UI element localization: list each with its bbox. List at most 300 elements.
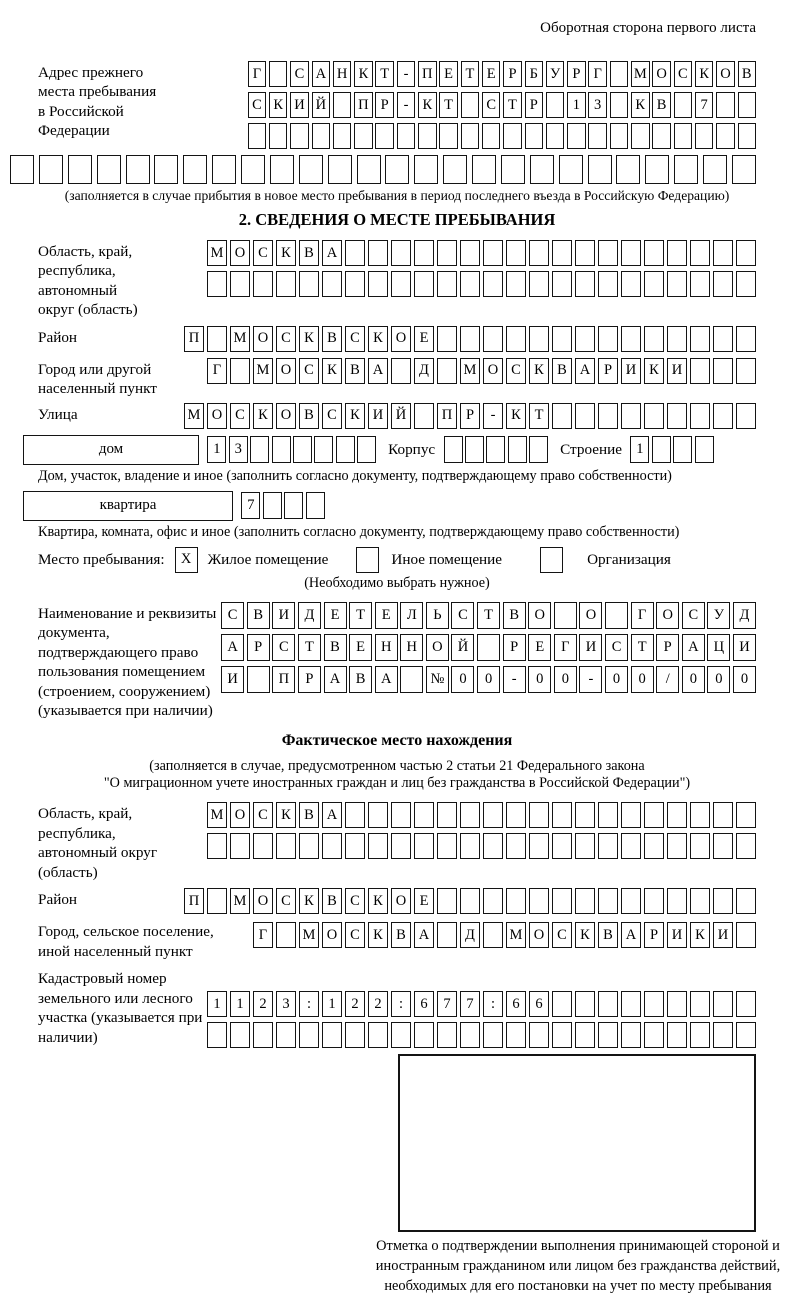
- char-cell[interactable]: М: [184, 403, 204, 429]
- char-cell[interactable]: [713, 403, 733, 429]
- char-cell[interactable]: А: [312, 61, 331, 87]
- char-cell[interactable]: 7: [241, 492, 260, 519]
- char-cell[interactable]: [299, 833, 319, 859]
- char-cell[interactable]: [529, 802, 549, 828]
- char-cell[interactable]: Р: [567, 61, 586, 87]
- char-cell[interactable]: [713, 240, 733, 266]
- char-cell[interactable]: С: [482, 92, 501, 118]
- char-cell[interactable]: А: [414, 922, 434, 948]
- char-cell[interactable]: [357, 155, 381, 184]
- char-cell[interactable]: И: [272, 602, 295, 629]
- char-cell[interactable]: [437, 922, 457, 948]
- char-cell[interactable]: М: [460, 358, 480, 384]
- char-cell[interactable]: И: [667, 922, 687, 948]
- char-cell[interactable]: [575, 888, 595, 914]
- char-cell[interactable]: [567, 123, 586, 149]
- char-cell[interactable]: [644, 802, 664, 828]
- char-cell[interactable]: [397, 123, 416, 149]
- char-cell[interactable]: -: [483, 403, 503, 429]
- char-cell[interactable]: К: [695, 61, 714, 87]
- char-cell[interactable]: [477, 634, 500, 661]
- char-cell[interactable]: Н: [375, 634, 398, 661]
- char-cell[interactable]: [598, 833, 618, 859]
- char-cell[interactable]: -: [503, 666, 526, 693]
- char-cell[interactable]: [598, 1022, 618, 1048]
- char-cell[interactable]: О: [230, 802, 250, 828]
- char-cell[interactable]: И: [290, 92, 309, 118]
- char-cell[interactable]: 3: [276, 991, 296, 1017]
- char-cell[interactable]: [644, 991, 664, 1017]
- checkbox-other-premises[interactable]: [356, 547, 379, 573]
- char-cell[interactable]: П: [184, 888, 204, 914]
- char-cell[interactable]: [333, 123, 352, 149]
- char-cell[interactable]: К: [368, 326, 388, 352]
- char-cell[interactable]: О: [529, 922, 549, 948]
- char-cell[interactable]: Е: [439, 61, 458, 87]
- char-cell[interactable]: :: [391, 991, 411, 1017]
- char-cell[interactable]: [621, 403, 641, 429]
- char-cell[interactable]: Т: [439, 92, 458, 118]
- char-cell[interactable]: Д: [733, 602, 756, 629]
- char-cell[interactable]: [674, 155, 698, 184]
- char-cell[interactable]: Р: [503, 634, 526, 661]
- char-cell[interactable]: [644, 326, 664, 352]
- char-cell[interactable]: [713, 802, 733, 828]
- char-cell[interactable]: 1: [207, 991, 227, 1017]
- char-cell[interactable]: 0: [528, 666, 551, 693]
- char-cell[interactable]: М: [230, 326, 250, 352]
- char-cell[interactable]: К: [368, 922, 388, 948]
- char-cell[interactable]: [248, 123, 267, 149]
- char-cell[interactable]: К: [276, 802, 296, 828]
- char-cell[interactable]: [652, 123, 671, 149]
- char-cell[interactable]: [559, 155, 583, 184]
- char-cell[interactable]: [322, 833, 342, 859]
- char-cell[interactable]: [713, 888, 733, 914]
- char-cell[interactable]: [506, 888, 526, 914]
- char-cell[interactable]: [391, 833, 411, 859]
- char-cell[interactable]: [695, 123, 714, 149]
- char-cell[interactable]: [529, 888, 549, 914]
- char-cell[interactable]: С: [253, 802, 273, 828]
- char-cell[interactable]: Й: [391, 403, 411, 429]
- char-cell[interactable]: -: [397, 61, 416, 87]
- char-cell[interactable]: [713, 358, 733, 384]
- char-cell[interactable]: В: [598, 922, 618, 948]
- char-cell[interactable]: [716, 92, 735, 118]
- char-cell[interactable]: [575, 991, 595, 1017]
- char-cell[interactable]: [385, 155, 409, 184]
- char-cell[interactable]: [354, 123, 373, 149]
- char-cell[interactable]: [621, 1022, 641, 1048]
- char-cell[interactable]: [644, 240, 664, 266]
- char-cell[interactable]: 1: [207, 436, 226, 463]
- char-cell[interactable]: -: [397, 92, 416, 118]
- char-cell[interactable]: [126, 155, 150, 184]
- char-cell[interactable]: Р: [644, 922, 664, 948]
- char-cell[interactable]: [299, 155, 323, 184]
- char-cell[interactable]: П: [418, 61, 437, 87]
- char-cell[interactable]: [690, 271, 710, 297]
- char-cell[interactable]: Т: [375, 61, 394, 87]
- char-cell[interactable]: [414, 1022, 434, 1048]
- char-cell[interactable]: [276, 922, 296, 948]
- char-cell[interactable]: [588, 123, 607, 149]
- char-cell[interactable]: М: [506, 922, 526, 948]
- char-cell[interactable]: В: [349, 666, 372, 693]
- char-cell[interactable]: Р: [525, 92, 544, 118]
- char-cell[interactable]: 1: [567, 92, 586, 118]
- char-cell[interactable]: [598, 888, 618, 914]
- char-cell[interactable]: [575, 833, 595, 859]
- char-cell[interactable]: [667, 403, 687, 429]
- char-cell[interactable]: 0: [707, 666, 730, 693]
- char-cell[interactable]: К: [345, 403, 365, 429]
- char-cell[interactable]: Р: [656, 634, 679, 661]
- char-cell[interactable]: 7: [460, 991, 480, 1017]
- char-cell[interactable]: 2: [368, 991, 388, 1017]
- char-cell[interactable]: [253, 271, 273, 297]
- char-cell[interactable]: П: [437, 403, 457, 429]
- char-cell[interactable]: [610, 61, 629, 87]
- char-cell[interactable]: [736, 888, 756, 914]
- char-cell[interactable]: [605, 602, 628, 629]
- char-cell[interactable]: К: [354, 61, 373, 87]
- char-cell[interactable]: С: [506, 358, 526, 384]
- checkbox-residential[interactable]: X: [175, 547, 198, 573]
- char-cell[interactable]: [460, 802, 480, 828]
- char-cell[interactable]: Г: [631, 602, 654, 629]
- char-cell[interactable]: [299, 1022, 319, 1048]
- char-cell[interactable]: [713, 833, 733, 859]
- char-cell[interactable]: Т: [477, 602, 500, 629]
- char-cell[interactable]: [667, 888, 687, 914]
- char-cell[interactable]: М: [299, 922, 319, 948]
- char-cell[interactable]: [437, 326, 457, 352]
- char-cell[interactable]: [368, 240, 388, 266]
- char-cell[interactable]: [736, 833, 756, 859]
- char-cell[interactable]: 0: [631, 666, 654, 693]
- char-cell[interactable]: [506, 833, 526, 859]
- char-cell[interactable]: [357, 436, 376, 463]
- char-cell[interactable]: [68, 155, 92, 184]
- char-cell[interactable]: [506, 271, 526, 297]
- char-cell[interactable]: [437, 271, 457, 297]
- char-cell[interactable]: [345, 802, 365, 828]
- char-cell[interactable]: [621, 802, 641, 828]
- char-cell[interactable]: М: [207, 240, 227, 266]
- char-cell[interactable]: [667, 833, 687, 859]
- char-cell[interactable]: В: [299, 802, 319, 828]
- char-cell[interactable]: П: [354, 92, 373, 118]
- char-cell[interactable]: [328, 155, 352, 184]
- char-cell[interactable]: [736, 358, 756, 384]
- char-cell[interactable]: [667, 271, 687, 297]
- char-cell[interactable]: В: [503, 602, 526, 629]
- char-cell[interactable]: [736, 240, 756, 266]
- char-cell[interactable]: [529, 271, 549, 297]
- char-cell[interactable]: [667, 802, 687, 828]
- char-cell[interactable]: [738, 123, 757, 149]
- char-cell[interactable]: И: [621, 358, 641, 384]
- char-cell[interactable]: [483, 271, 503, 297]
- char-cell[interactable]: [207, 1022, 227, 1048]
- char-cell[interactable]: [552, 240, 572, 266]
- char-cell[interactable]: С: [552, 922, 572, 948]
- char-cell[interactable]: [391, 358, 411, 384]
- char-cell[interactable]: Й: [312, 92, 331, 118]
- char-cell[interactable]: К: [418, 92, 437, 118]
- char-cell[interactable]: К: [529, 358, 549, 384]
- char-cell[interactable]: 3: [229, 436, 248, 463]
- char-cell[interactable]: Д: [414, 358, 434, 384]
- char-cell[interactable]: [437, 802, 457, 828]
- char-cell[interactable]: Р: [503, 61, 522, 87]
- char-cell[interactable]: [506, 326, 526, 352]
- char-cell[interactable]: [588, 155, 612, 184]
- char-cell[interactable]: [212, 155, 236, 184]
- char-cell[interactable]: А: [682, 634, 705, 661]
- char-cell[interactable]: И: [667, 358, 687, 384]
- char-cell[interactable]: [716, 123, 735, 149]
- char-cell[interactable]: [460, 326, 480, 352]
- char-cell[interactable]: [713, 991, 733, 1017]
- char-cell[interactable]: П: [184, 326, 204, 352]
- char-cell[interactable]: [270, 155, 294, 184]
- char-cell[interactable]: [621, 240, 641, 266]
- char-cell[interactable]: [483, 1022, 503, 1048]
- char-cell[interactable]: [736, 403, 756, 429]
- char-cell[interactable]: [690, 358, 710, 384]
- char-cell[interactable]: [10, 155, 34, 184]
- char-cell[interactable]: О: [391, 888, 411, 914]
- char-cell[interactable]: Е: [414, 888, 434, 914]
- char-cell[interactable]: [674, 123, 693, 149]
- char-cell[interactable]: [443, 155, 467, 184]
- char-cell[interactable]: Д: [460, 922, 480, 948]
- char-cell[interactable]: [437, 833, 457, 859]
- char-cell[interactable]: 6: [414, 991, 434, 1017]
- char-cell[interactable]: Г: [253, 922, 273, 948]
- char-cell[interactable]: [400, 666, 423, 693]
- char-cell[interactable]: В: [552, 358, 572, 384]
- char-cell[interactable]: К: [690, 922, 710, 948]
- char-cell[interactable]: [263, 492, 282, 519]
- char-cell[interactable]: С: [290, 61, 309, 87]
- char-cell[interactable]: 0: [554, 666, 577, 693]
- char-cell[interactable]: С: [276, 326, 296, 352]
- char-cell[interactable]: 1: [230, 991, 250, 1017]
- char-cell[interactable]: [312, 123, 331, 149]
- char-cell[interactable]: Ь: [426, 602, 449, 629]
- char-cell[interactable]: О: [656, 602, 679, 629]
- char-cell[interactable]: О: [322, 922, 342, 948]
- char-cell[interactable]: К: [269, 92, 288, 118]
- char-cell[interactable]: 7: [437, 991, 457, 1017]
- char-cell[interactable]: [39, 155, 63, 184]
- char-cell[interactable]: [293, 436, 312, 463]
- char-cell[interactable]: [690, 991, 710, 1017]
- char-cell[interactable]: [336, 436, 355, 463]
- char-cell[interactable]: [621, 271, 641, 297]
- char-cell[interactable]: О: [579, 602, 602, 629]
- char-cell[interactable]: [345, 1022, 365, 1048]
- char-cell[interactable]: 0: [477, 666, 500, 693]
- char-cell[interactable]: К: [644, 358, 664, 384]
- char-cell[interactable]: О: [426, 634, 449, 661]
- char-cell[interactable]: [483, 888, 503, 914]
- char-cell[interactable]: [674, 92, 693, 118]
- char-cell[interactable]: :: [483, 991, 503, 1017]
- char-cell[interactable]: К: [368, 888, 388, 914]
- char-cell[interactable]: [483, 240, 503, 266]
- char-cell[interactable]: [736, 991, 756, 1017]
- char-cell[interactable]: А: [621, 922, 641, 948]
- char-cell[interactable]: [575, 403, 595, 429]
- char-cell[interactable]: И: [713, 922, 733, 948]
- char-cell[interactable]: [503, 123, 522, 149]
- char-cell[interactable]: [437, 358, 457, 384]
- char-cell[interactable]: Е: [349, 634, 372, 661]
- char-cell[interactable]: [736, 1022, 756, 1048]
- char-cell[interactable]: С: [230, 403, 250, 429]
- char-cell[interactable]: [345, 271, 365, 297]
- char-cell[interactable]: [575, 802, 595, 828]
- char-cell[interactable]: К: [276, 240, 296, 266]
- char-cell[interactable]: О: [276, 358, 296, 384]
- char-cell[interactable]: [230, 1022, 250, 1048]
- char-cell[interactable]: [621, 991, 641, 1017]
- char-cell[interactable]: [183, 155, 207, 184]
- char-cell[interactable]: В: [322, 888, 342, 914]
- char-cell[interactable]: О: [716, 61, 735, 87]
- char-cell[interactable]: [290, 123, 309, 149]
- char-cell[interactable]: [621, 888, 641, 914]
- char-cell[interactable]: О: [253, 326, 273, 352]
- char-cell[interactable]: К: [299, 888, 319, 914]
- char-cell[interactable]: [460, 271, 480, 297]
- char-cell[interactable]: [736, 326, 756, 352]
- char-cell[interactable]: М: [253, 358, 273, 384]
- char-cell[interactable]: [552, 403, 572, 429]
- char-cell[interactable]: [299, 271, 319, 297]
- char-cell[interactable]: 0: [733, 666, 756, 693]
- char-cell[interactable]: [644, 888, 664, 914]
- char-cell[interactable]: [738, 92, 757, 118]
- char-cell[interactable]: А: [575, 358, 595, 384]
- char-cell[interactable]: [414, 802, 434, 828]
- char-cell[interactable]: [230, 271, 250, 297]
- char-cell[interactable]: [414, 271, 434, 297]
- char-cell[interactable]: Б: [525, 61, 544, 87]
- char-cell[interactable]: [506, 1022, 526, 1048]
- char-cell[interactable]: Т: [349, 602, 372, 629]
- char-cell[interactable]: А: [221, 634, 244, 661]
- char-cell[interactable]: О: [528, 602, 551, 629]
- char-cell[interactable]: [732, 155, 756, 184]
- char-cell[interactable]: [375, 123, 394, 149]
- char-cell[interactable]: [414, 240, 434, 266]
- char-cell[interactable]: И: [221, 666, 244, 693]
- char-cell[interactable]: [437, 240, 457, 266]
- char-cell[interactable]: [552, 271, 572, 297]
- char-cell[interactable]: А: [322, 802, 342, 828]
- char-cell[interactable]: [575, 271, 595, 297]
- char-cell[interactable]: А: [375, 666, 398, 693]
- char-cell[interactable]: С: [345, 326, 365, 352]
- char-cell[interactable]: [736, 271, 756, 297]
- char-cell[interactable]: К: [299, 326, 319, 352]
- char-cell[interactable]: [506, 240, 526, 266]
- char-cell[interactable]: -: [579, 666, 602, 693]
- char-cell[interactable]: [460, 1022, 480, 1048]
- char-cell[interactable]: [552, 326, 572, 352]
- char-cell[interactable]: [598, 802, 618, 828]
- char-cell[interactable]: С: [221, 602, 244, 629]
- char-cell[interactable]: [460, 240, 480, 266]
- char-cell[interactable]: [460, 833, 480, 859]
- char-cell[interactable]: [460, 888, 480, 914]
- char-cell[interactable]: О: [230, 240, 250, 266]
- char-cell[interactable]: [284, 492, 303, 519]
- char-cell[interactable]: 0: [451, 666, 474, 693]
- char-cell[interactable]: [575, 326, 595, 352]
- char-cell[interactable]: С: [253, 240, 273, 266]
- char-cell[interactable]: [610, 92, 629, 118]
- char-cell[interactable]: [690, 802, 710, 828]
- char-cell[interactable]: Е: [414, 326, 434, 352]
- char-cell[interactable]: В: [738, 61, 757, 87]
- char-cell[interactable]: [621, 833, 641, 859]
- char-cell[interactable]: [713, 271, 733, 297]
- char-cell[interactable]: [465, 436, 484, 463]
- char-cell[interactable]: К: [322, 358, 342, 384]
- char-cell[interactable]: [506, 802, 526, 828]
- char-cell[interactable]: Г: [554, 634, 577, 661]
- char-cell[interactable]: [368, 833, 388, 859]
- char-cell[interactable]: [552, 888, 572, 914]
- char-cell[interactable]: С: [345, 888, 365, 914]
- char-cell[interactable]: 1: [630, 436, 649, 463]
- char-cell[interactable]: В: [391, 922, 411, 948]
- char-cell[interactable]: Е: [528, 634, 551, 661]
- char-cell[interactable]: 6: [529, 991, 549, 1017]
- char-cell[interactable]: В: [652, 92, 671, 118]
- char-cell[interactable]: Е: [324, 602, 347, 629]
- char-cell[interactable]: 6: [506, 991, 526, 1017]
- char-cell[interactable]: [598, 403, 618, 429]
- char-cell[interactable]: В: [324, 634, 347, 661]
- char-cell[interactable]: А: [324, 666, 347, 693]
- char-cell[interactable]: Е: [375, 602, 398, 629]
- char-cell[interactable]: [501, 155, 525, 184]
- char-cell[interactable]: [306, 492, 325, 519]
- char-cell[interactable]: А: [368, 358, 388, 384]
- char-cell[interactable]: [207, 326, 227, 352]
- char-cell[interactable]: С: [322, 403, 342, 429]
- char-cell[interactable]: [437, 888, 457, 914]
- char-cell[interactable]: [621, 326, 641, 352]
- char-cell[interactable]: [154, 155, 178, 184]
- char-cell[interactable]: В: [299, 240, 319, 266]
- char-cell[interactable]: [345, 240, 365, 266]
- char-cell[interactable]: [546, 123, 565, 149]
- char-cell[interactable]: [530, 155, 554, 184]
- char-cell[interactable]: Г: [207, 358, 227, 384]
- char-cell[interactable]: [230, 358, 250, 384]
- char-cell[interactable]: О: [652, 61, 671, 87]
- char-cell[interactable]: [598, 271, 618, 297]
